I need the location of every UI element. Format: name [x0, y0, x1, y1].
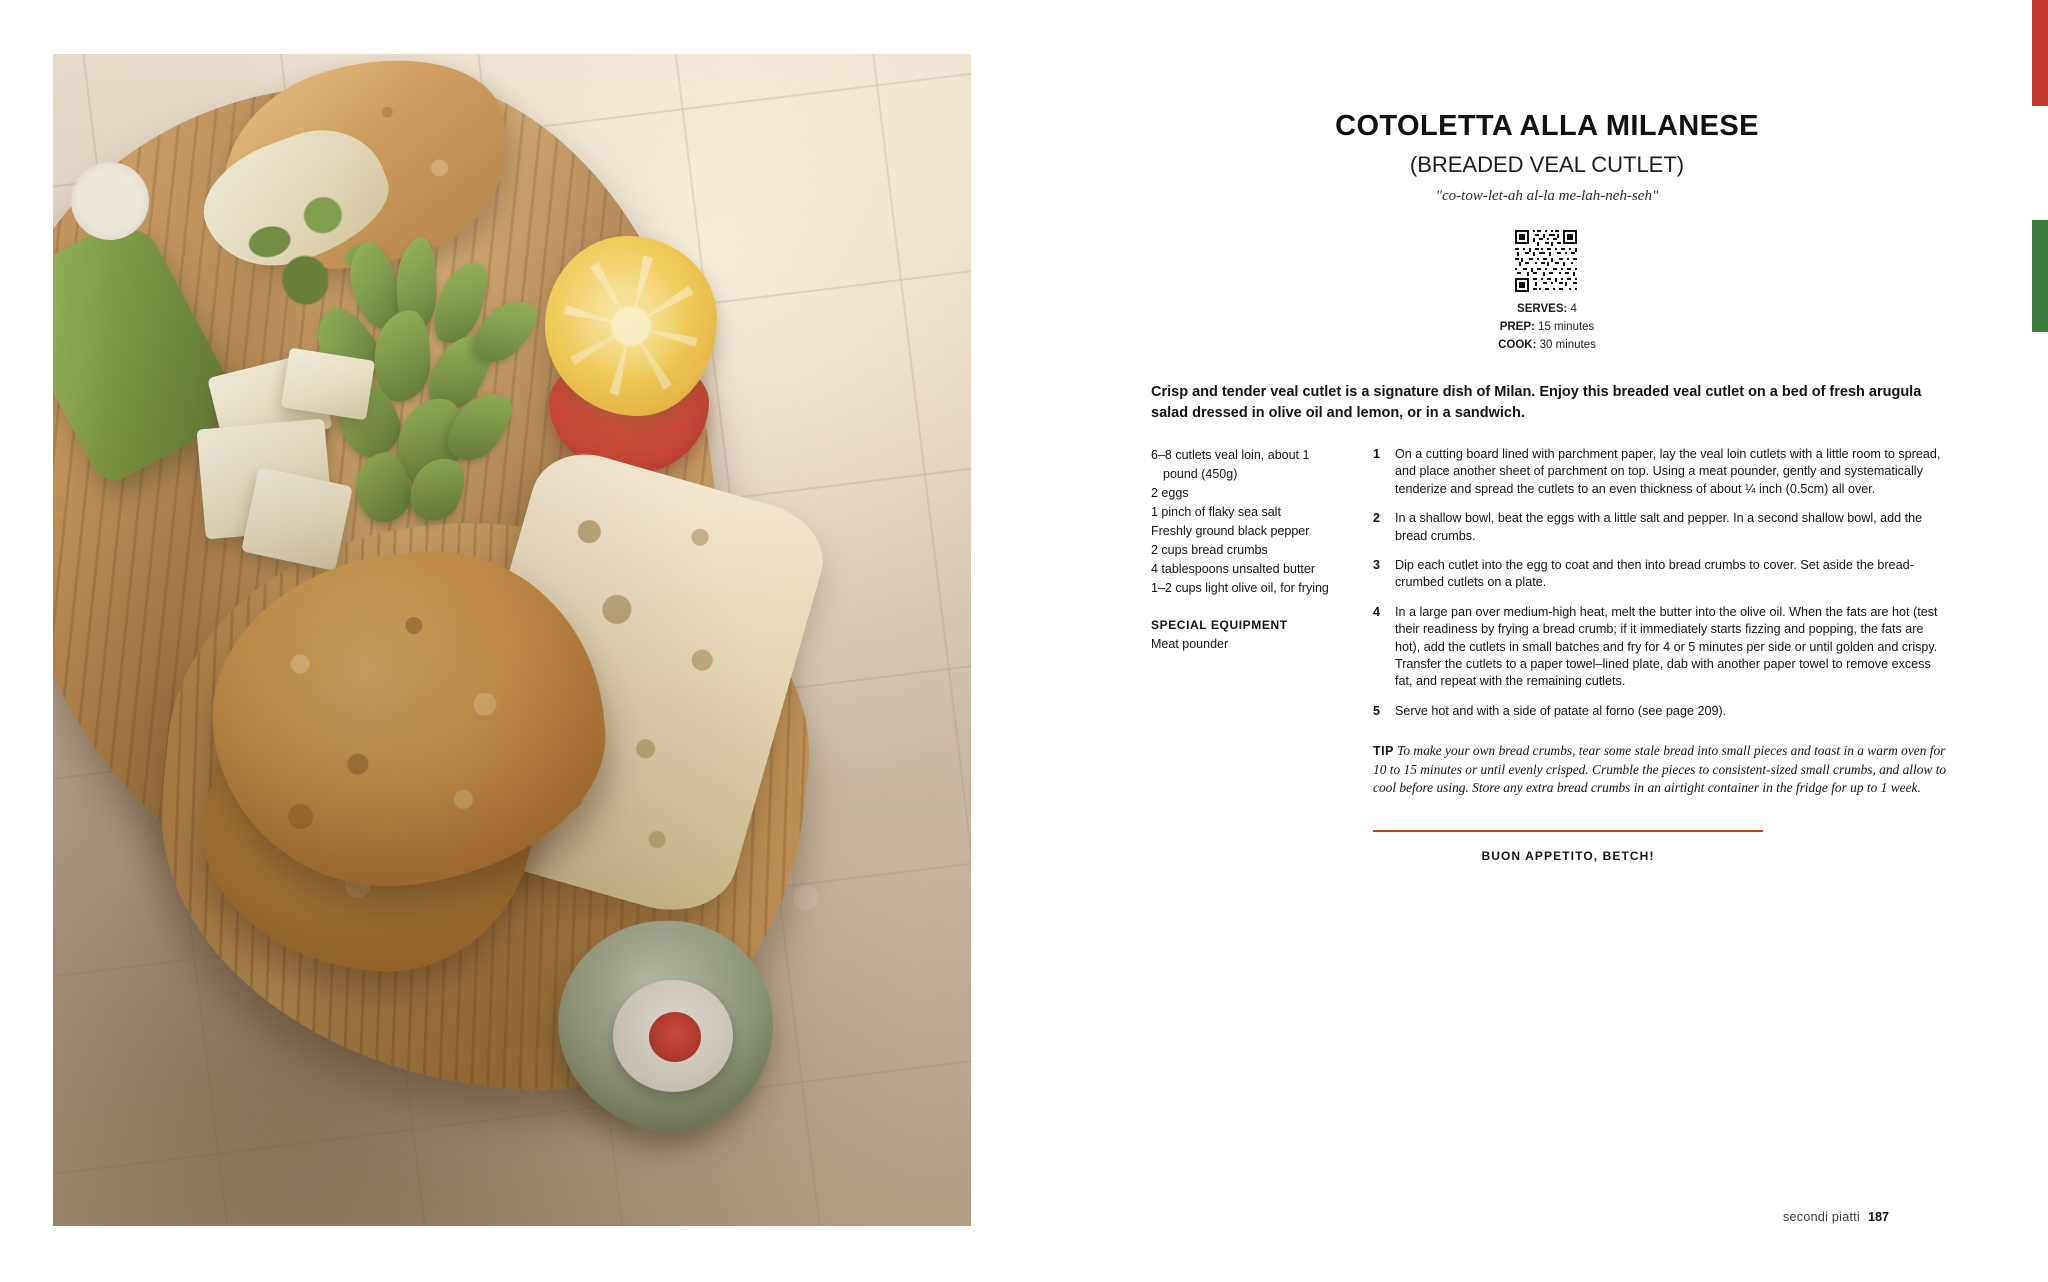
cook-label: COOK:	[1498, 339, 1537, 351]
serves-value: 4	[1570, 303, 1577, 315]
step-text: Dip each cutlet into the egg to coat and then into bread crumbs to cover. Set aside the bread-crumbed cutlets on a plate.	[1395, 558, 1914, 590]
signoff-text: BUON APPETITO, BETCH!	[1481, 848, 1655, 863]
list-item: 2 cups bread crumbs	[1151, 542, 1268, 557]
step-text: In a shallow bowl, beat the eggs with a little salt and pepper. In a second shallow bowl, add the bread crumbs.	[1395, 511, 1923, 543]
step-item	[1373, 703, 1951, 720]
folio	[1783, 1210, 1889, 1224]
tip-text: To make your own bread crumbs, tear some stale bread into small pieces and toast in a warm oven for 10 to 15 minutes or until evenly crisped. Crumble the pieces to consistent-sized small crumbs, and allow to cool before using. Store any extra bread crumbs in an airtight container in the fridge for up to 1 week.	[1373, 743, 1947, 796]
list-item: Freshly ground black pepper	[1151, 523, 1310, 538]
prep-row	[1147, 318, 1947, 336]
step-item	[1373, 510, 1951, 545]
recipe-subtitle: (BREADED VEAL CUTLET)	[1409, 152, 1685, 177]
recipe-page	[975, 0, 2048, 1282]
cook-value: 30 minutes	[1539, 339, 1596, 351]
serves-label: SERVES:	[1517, 303, 1568, 315]
step-item	[1373, 446, 1951, 498]
ingredients-list	[1151, 446, 1346, 597]
recipe-title: COTOLETTA ALLA MILANESE	[1335, 110, 1759, 142]
edge-tab-green	[2032, 220, 2048, 332]
special-equipment-value: Meat pounder	[1151, 636, 1229, 651]
special-equipment-heading: SPECIAL EQUIPMENT	[1151, 618, 1288, 632]
recipe-pronunciation: "co-tow-let-ah al-la me-lah-neh-seh"	[1435, 188, 1659, 204]
step-number: 1	[1373, 447, 1381, 461]
tip-label: TIP	[1373, 744, 1394, 759]
step-item	[1373, 557, 1951, 592]
steps-column	[1373, 446, 1951, 863]
recipe-meta	[1147, 300, 1947, 354]
list-item: 1 pinch of flaky sea salt	[1151, 504, 1281, 519]
recipe-photo	[53, 54, 971, 1226]
step-item	[1373, 604, 1951, 691]
bottle-seal	[649, 1012, 701, 1062]
list-item: 4 tablespoons unsalted butter	[1151, 561, 1316, 576]
serves-row	[1147, 300, 1947, 318]
tip-block	[1373, 742, 1951, 798]
list-item: 1–2 cups light olive oil, for frying	[1151, 580, 1329, 595]
divider-rule	[1373, 830, 1763, 832]
list-item: 6–8 cutlets veal loin, about 1 pound (450g)	[1151, 448, 1310, 481]
step-number: 4	[1373, 604, 1381, 619]
step-number: 3	[1373, 558, 1381, 573]
qr-code-icon[interactable]	[1513, 228, 1579, 294]
ingredients-column	[1151, 446, 1346, 653]
photo-page	[0, 0, 975, 1282]
chapter-label: secondi piatti	[1782, 1210, 1861, 1224]
prep-value: 15 minutes	[1538, 321, 1595, 333]
step-text: On a cutting board lined with parchment paper, lay the veal loin cutlets with a little room to spread, and place another sheet of parchment on top. Using a meat pounder, gently and systematically tenderize and spread the cutlets to an even thickness of about ¼ inch (0.5cm) all over.	[1395, 447, 1941, 496]
step-number: 5	[1373, 703, 1381, 718]
edge-tab-red	[2032, 0, 2048, 106]
list-item: 2 eggs	[1151, 485, 1189, 500]
step-number: 2	[1373, 511, 1381, 526]
prep-label: PREP:	[1499, 321, 1535, 333]
recipe-intro: Crisp and tender veal cutlet is a signature dish of Milan. Enjoy this breaded veal cutlet on a bed of fresh arugula salad dressed in olive oil and lemon, or in a sandwich.	[1151, 384, 1922, 421]
page-number: 187	[1868, 1210, 1889, 1224]
tomato-yellow-slice	[545, 236, 717, 416]
step-text: Serve hot and with a side of patate al forno (see page 209).	[1395, 703, 1727, 718]
step-text: In a large pan over medium-high heat, melt the butter into the olive oil. When the fats are hot (test their readiness by frying a bread crumb; if it immediately starts fizzing and popping, the fats are hot), add the cutlets in small batches and fry for 4 or 5 minutes per side or until golden and crispy. Transfer the cutlets to a paper towel–lined plate, dab with another paper towel to remove excess fat, and repeat with the remaining cutlets.	[1395, 604, 1938, 689]
cook-row	[1147, 336, 1947, 354]
